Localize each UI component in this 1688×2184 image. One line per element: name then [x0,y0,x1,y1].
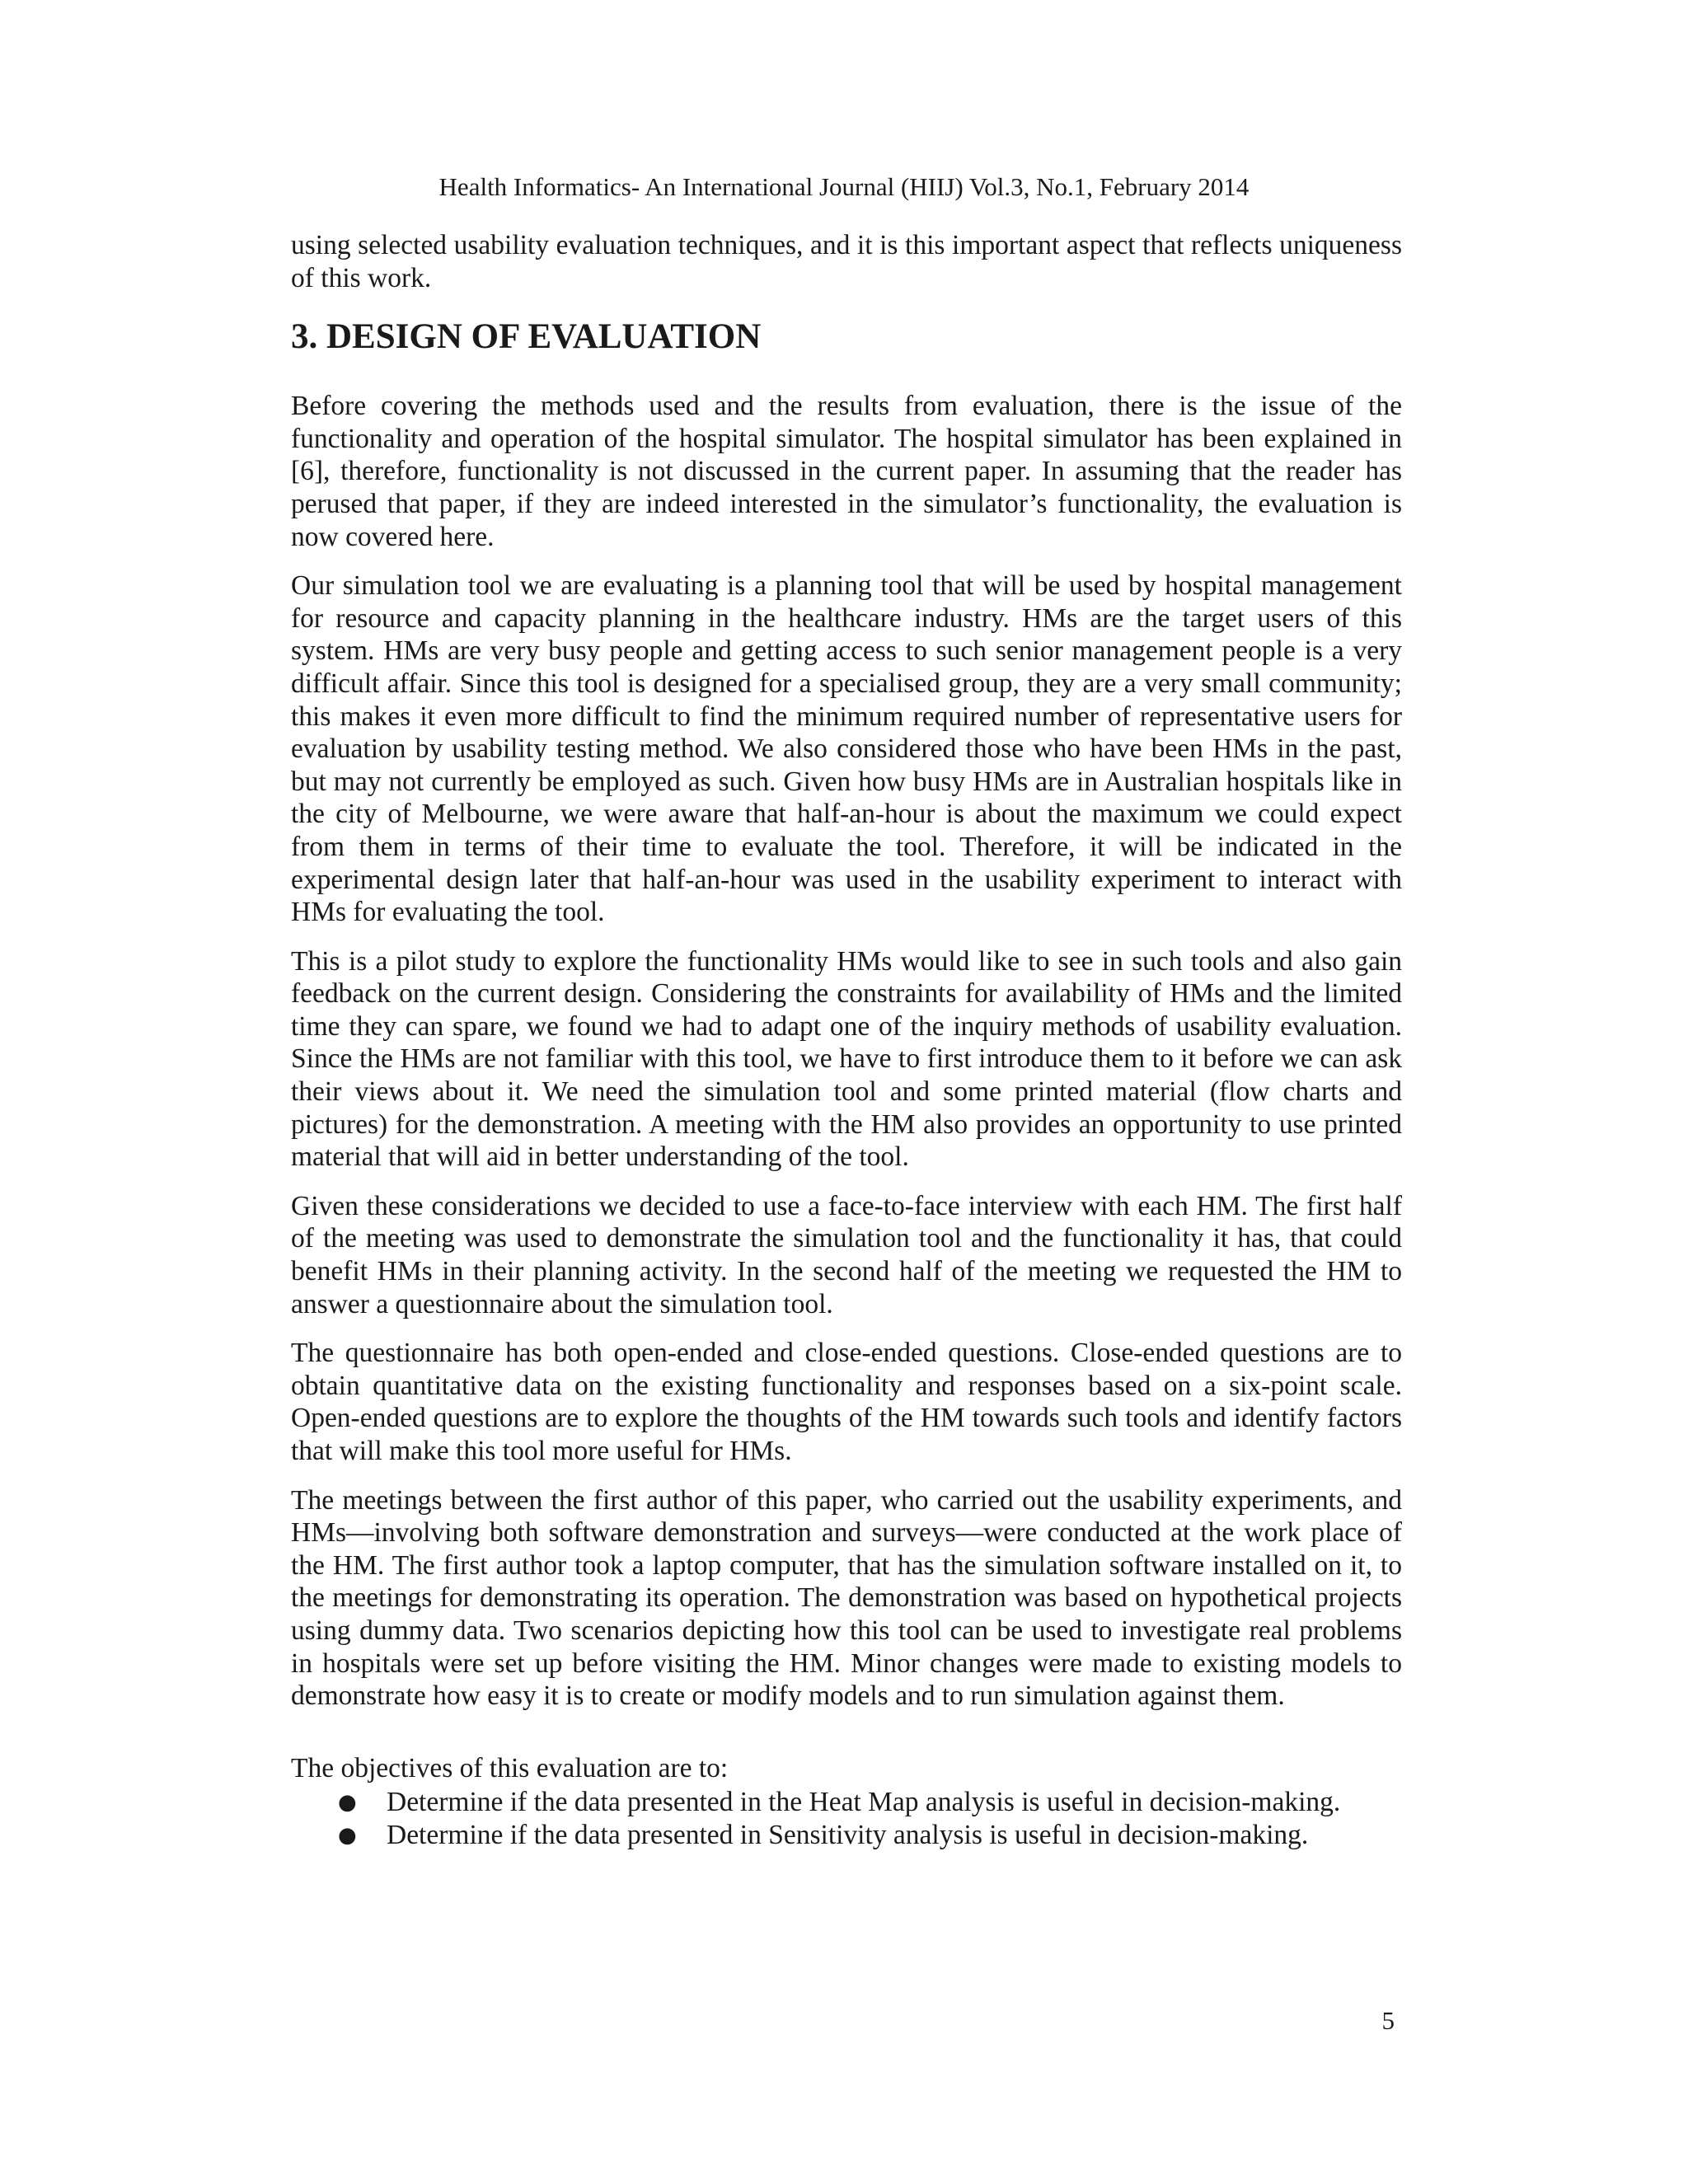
bullet-icon: ● [338,1823,357,1849]
body-paragraph: The meetings between the first author of this paper, who carried out the usability experiments, and HMs—involving both software demonstration and surveys—were conducted at the work place of the HM. The first author took a laptop computer, that has the simulation software installed on it, to the meetings for demonstrating its operation. The demonstration was based on hypothetical projects using dummy data. Two scenarios depicting how this tool can be used to investigate real problems in hospitals were set up before visiting the HM. Minor changes were made to existing models to demonstrate how easy it is to create or modify models and to run simulation against them. [291,1484,1402,1712]
objective-text: Determine if the data presented in Sensitivity analysis is useful in decision-making. [387,1820,1309,1851]
objective-text: Determine if the data presented in the Heat Map analysis is useful in decision-making. [387,1787,1341,1818]
objective-list-item [291,1819,1402,1852]
running-header: Health Informatics- An International Journal (HIIJ) Vol.3, No.1, February 2014 [438,172,1250,201]
body-paragraph: The questionnaire has both open-ended and close-ended questions. Close-ended questions are to obtain quantitative data on the existing functionality and responses based on a six-point scale. Open-ended questions are to explore the thoughts of the HM towards such tools and identify factors that will make this tool more useful for HMs. [291,1338,1402,1466]
intro-continuation-paragraph: using selected usability evaluation techniques, and it is this important aspect that reflects uniqueness of this work. [291,230,1402,293]
body-paragraph: This is a pilot study to explore the functionality HMs would like to see in such tools and also gain feedback on the current design. Considering the constraints for availability of HMs and the limited time they can spare, we found we had to adapt one of the inquiry methods of usability evaluation. Since the HMs are not familiar with this tool, we have to first introduce them to it before we can ask their views about it. We need the simulation tool and some printed material (flow charts and pictures) for the demonstration. A meeting with the HM also provides an opportunity to use printed material that will aid in better understanding of the tool. [291,945,1402,1173]
objectives-list [291,1786,1402,1852]
objectives-intro: The objectives of this evaluation are to: [291,1752,729,1783]
body-paragraph: Given these considerations we decided to use a face-to-face interview with each HM. The first half of the meeting was used to demonstrate the simulation tool and the functionality it has, that could benefit HMs in their planning activity. In the second half of the meeting we requested the HM to answer a questionnaire about the simulation tool. [291,1190,1402,1319]
body-paragraph: Our simulation tool we are evaluating is a planning tool that will be used by hospital management for resource and capacity planning in the healthcare industry. HMs are the target users of this system. HMs are very busy people and getting access to such senior management people is a very difficult affair. Since this tool is designed for a specialised group, they are a very small community; this makes it even more difficult to find the minimum required number of representative users for evaluation by usability testing method. We also considered those who have been HMs in the past, but may not currently be employed as such. Given how busy HMs are in Australian hospitals like in the city of Melbourne, we were aware that half-an-hour is about the maximum we could expect from them in terms of their time to evaluate the tool. Therefore, it will be indicated in the experimental design later that half-an-hour was used in the usability experiment to interact with HMs for evaluating the tool. [291,570,1402,928]
body-paragraph: Before covering the methods used and the results from evaluation, there is the issue of the functionality and operation of the hospital simulator. The hospital simulator has been explained in [6], therefore, functionality is not discussed in the current paper. In assuming that the reader has perused that paper, if they are indeed interested in the simulator’s functionality, the evaluation is now covered here. [291,391,1402,552]
page-number: 5 [1381,2006,1395,2035]
objective-list-item [291,1786,1402,1819]
page-body [291,229,1402,1852]
section-heading: 3. DESIGN OF EVALUATION [291,317,762,357]
bullet-icon: ● [338,1790,357,1816]
